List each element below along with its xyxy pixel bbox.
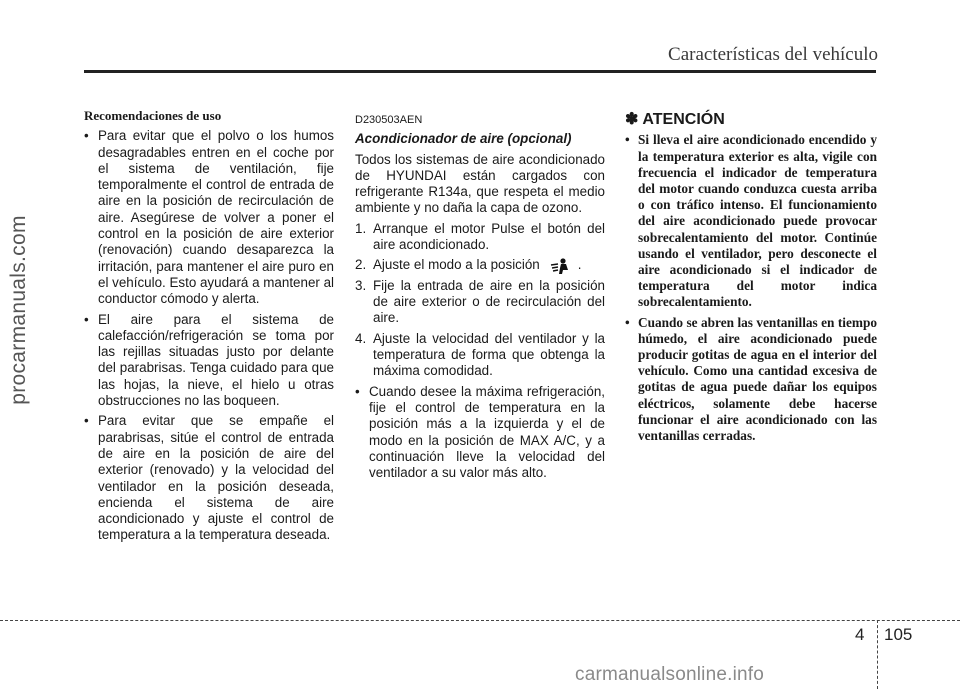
list-item-text: Para evitar que se empañe el parabrisas, sitúe el control de entrada de aire en la posición de aire del exterior (renovado) y la velocidad del ventilador en la posición deseada, encienda el sistema de aire acondicionado y ajuste el control de temperatura a la temperatura deseada. [98,413,334,543]
footer-divider [877,620,878,689]
list-item [625,315,877,445]
usage-tips-heading: Recomendaciones de uso [84,108,222,123]
attention-heading [625,112,877,128]
chapter-number: 4 [855,625,865,644]
header-title: Características del vehículo [668,44,878,65]
attention-title: ATENCIÓN [642,111,725,128]
bullet-mark: • [625,132,630,148]
step-text: Ajuste el modo a la posición [373,257,540,273]
attention-symbol-icon: ✽ [625,111,639,128]
step-number: 1. [355,220,367,236]
column-attention [625,108,877,448]
column-air-conditioner [355,108,605,485]
list-item [355,331,605,380]
list-item-text: Cuando desee la máxima refrigeración, fije el control de temperatura en la posición más a la izquierda y el de modo en la posición de MAX A/C, y a continuación lleve la velocidad del ventilador a su valor más alto. [369,383,605,481]
header-rule [84,70,876,73]
list-item [355,384,605,482]
bottom-watermark: carmanualsonline.info [575,664,765,685]
section-subtitle: Acondicionador de aire (opcional) [355,131,572,147]
step-text: Fije la entrada de aire en la posición de aire exterior o de recirculación del aire. [373,277,605,326]
side-watermark-text: procarmanuals.com [7,215,30,405]
max-cooling-list [355,384,605,482]
list-item [355,221,605,254]
bullet-mark: • [84,311,89,327]
list-item [625,132,877,310]
step-number: 4. [355,330,367,346]
list-item-text: Si lleva el aire acondicionado encendido y la temperatura exterior es alta, vigile con frecuencia el indicador de temperatura del motor cuando conduzca cuesta arriba o con tráfico intenso. El funcionamiento del aire acondicionado puede provocar sobrecalentamiento del motor. Continúe usando el ventilador, pero desconecte el aire acondicionado si el indicador de temperatura del motor indica sobrecalentamiento. [638,132,877,310]
list-item-text: El aire para el sistema de calefacción/refrigeración se toma por las rejillas situadas justo por delante del parabrisas. Tenga cuidado para que las hojas, la nieve, el hielo u otras obstrucciones no las boqueen. [98,311,334,409]
face-vent-mode-icon [550,258,572,274]
page-number: 105 [884,625,913,644]
side-watermark [0,190,44,430]
section-code: D230503AEN [355,114,423,126]
step-number: 3. [355,277,367,293]
steps-list [355,221,605,380]
list-item-text: Cuando se abren las ventanillas en tiempo húmedo, el aire acondicionado puede producir gotitas de agua en el interior del vehículo. Como una cantidad excesiva de gotitas de agua puede dañar los equipos eléctricos, solamente debe hacerse funcionar el aire acondicionado con las ventanillas cerradas. [638,314,877,443]
list-item [355,257,605,273]
step-number: 2. [355,257,367,273]
bullet-mark: • [355,383,360,399]
list-item-text: Para evitar que el polvo o los humos desagradables entren en el coche por el sistema de ventilación, fije temporalmente el control de entrada de aire en la posición de recirculación de aire. Asegúrese de volver a poner el control en la posición de aire exterior (renovación) cuando desaparezca la irritación, para mantener el aire puro en el vehículo. Esto ayudará a mantener al conductor cómodo y alerta. [98,128,334,307]
intro-paragraph: Todos los sistemas de aire acondicionado de HYUNDAI están cargados con refrigerante R134a, que respeta el medio ambiente y no daña la capa de ozono. [355,151,605,216]
step-text: Ajuste la velocidad del ventilador y la temperatura de forma que obtenga la máxima comodidad. [373,330,605,379]
column-usage-tips [84,108,334,548]
list-item [84,128,334,307]
attention-list [625,132,877,444]
step-text: Arranque el motor Pulse el botón del aire acondicionado. [373,220,605,253]
list-item [84,413,334,543]
step-suffix: . [577,257,582,273]
list-item [84,312,334,410]
bullet-mark: • [84,413,89,429]
list-item [355,278,605,327]
footer-rule [0,620,960,621]
bullet-mark: • [625,314,630,330]
usage-tips-list [84,128,334,543]
bullet-mark: • [84,128,89,144]
